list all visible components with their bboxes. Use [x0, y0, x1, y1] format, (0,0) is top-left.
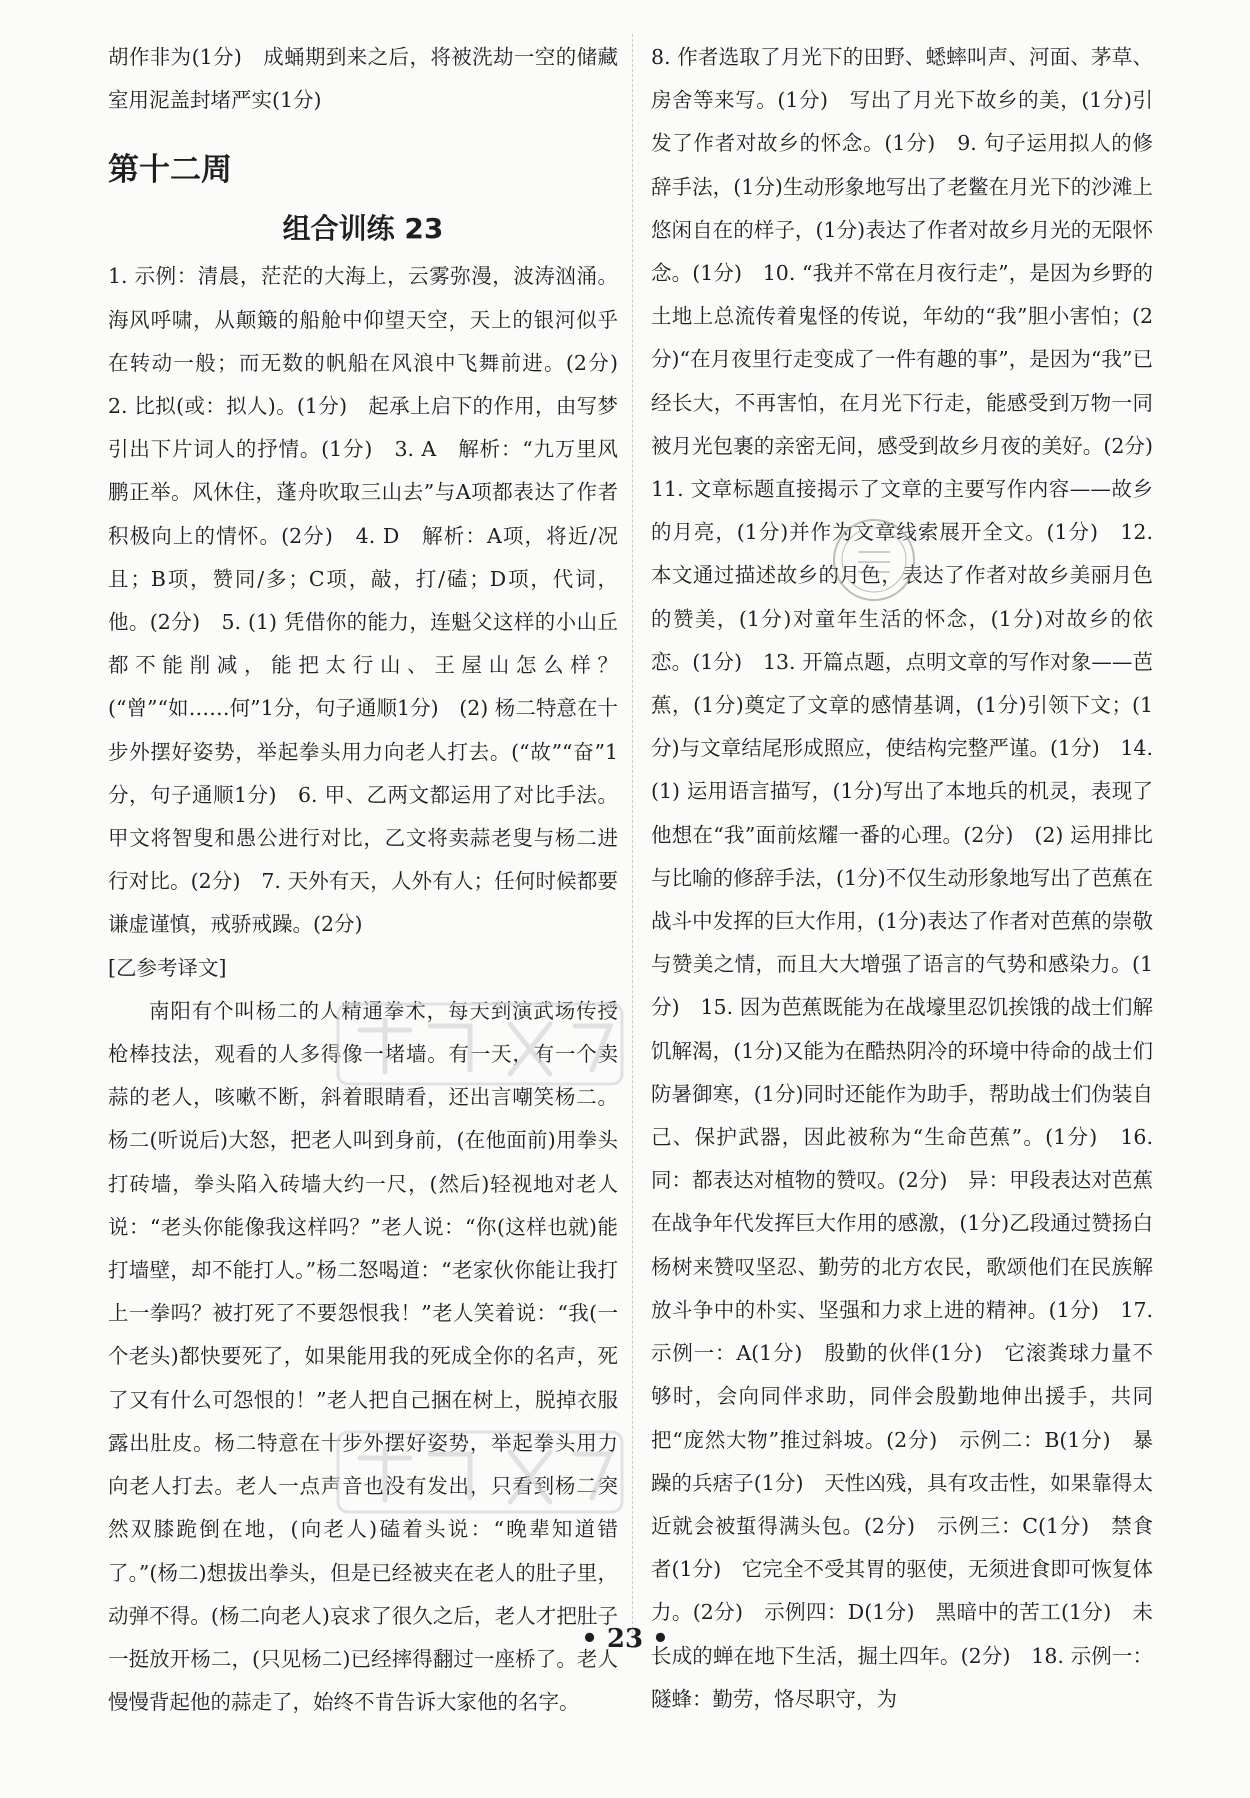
- watermark-logo-icon: [330, 990, 630, 1100]
- translation-title: [乙参考译文]: [108, 955, 227, 980]
- page-number: • 23 •: [581, 1624, 669, 1654]
- seal-stamp-icon: [828, 514, 920, 606]
- answers-8-18: 8. 作者选取了月光下的田野、蟋蟀叫声、河面、茅草、房舍等来写。(1分) 写出了月光下故乡的美，(1分)引发了作者对故乡的怀念。(1分) 9. 句子运用拟人的修辞手法，(1分)生动形象地写出了老鳖在月光下的沙滩上悠闲自在的样子，(1分)表达了作者对故乡月光的无限怀念。(1分) 10. “我并不常在月夜行走”，是因为乡野的土地上总流传着鬼怪的传说，年幼的“我”胆小害怕；(2分)“在月夜里行走变成了一件有趣的事”，是因为“我”已经长大，不再害怕，在月光下行走，能感受到万物一同被月光包裹的亲密无间，感受到故乡月夜的美好。(2分) 11. 文章标题直接揭示了文章的主要写作内容——故乡的月亮，(1分)并作为文章线索展开全文。(1分) 12. 本文通过描述故乡的月色，表达了作者对故乡美丽月色的赞美，(1分)对童年生活的怀念，(1分)对故乡的依恋。(1分) 13. 开篇点题，点明文章的写作对象——芭蕉，(1分)奠定了文章的感情基调，(1分)引领下文；(1分)与文章结尾形成照应，使结构完整严谨。(1分) 14. (1) 运用语言描写，(1分)写出了本地兵的机灵，表现了他想在“我”面前炫耀一番的心理。(2分) (2) 运用排比与比喻的修辞手法，(1分)不仅生动形象地写出了芭蕉在战斗中发挥的巨大作用，(1分)表达了作者对芭蕉的崇敬与赞美之情，而且大大增强了语言的气势和感染力。(1分) 15. 因为芭蕉既能为在战壕里忍饥挨饿的战士们解饥解渴，(1分)又能为在酷热阴冷的环境中待命的战士们防暑御寒，(1分)同时还能作为助手，帮助战士们伪装自己、保护武器，因此被称为“生命芭蕉”。(1分) 16. 同：都表达对植物的赞叹。(2分) 异：甲段表达对芭蕉在战争年代发挥巨大作用的感激，(1分)乙段通过赞扬白杨树来赞叹坚忍、勤劳的北方农民，歌颂他们在民族解放斗争中的朴实、坚强和力求上进的精神。(1分) 17. 示例一：A(1分) 殷勤的伙伴(1分) 它滚粪球力量不够时，会向同伴求助，同伴会殷勤地伸出援手，共同把“庞然大物”推过斜坡。(2分) 示例二：B(1分) 暴躁的兵痞子(1分) 天性凶残，具有攻击性，如果靠得太近就会被蜇得满头包。(2分) 示例三：C(1分) 禁食者(1分) 它完全不受其胃的驱使，无须进食即可恢复体力。(2分) 示例四：D(1分) 黑暗中的苦工(1分) 未长成的蝉在地下生活，掘土四年。(2分) 18. 示例一：隧蜂：勤劳，恪尽职守，为: [651, 45, 1174, 1711]
- watermark-logo-icon: [330, 1418, 630, 1528]
- intro-answer: 胡作非为(1分) 成蛹期到来之后，将被洗劫一空的储藏室用泥盖封堵严实(1分): [108, 45, 618, 113]
- week-title: 第十二周: [108, 152, 232, 189]
- column-divider: [632, 34, 633, 1639]
- answers-1-7: 1. 示例：清晨，茫茫的大海上，云雾弥漫，波涛汹涌。海风呼啸，从颠簸的船舱中仰望天空，天上的银河似乎在转动一般；而无数的帆船在风浪中飞舞前进。(2分) 2. 比拟(或：拟人)。(1分) 起承上启下的作用，由写梦引出下片词人的抒情。(1分) 3. A 解析：“九万里风鹏正举。风休住，蓬舟吹取三山去”与A项都表达了作者积极向上的情怀。(2分) 4. D 解析：A项，将近/况且；B项，赞同/多；C项，敲，打/磕；D项，代词，他。(2分) 5. (1) 凭借你的能力，连魁父这样的小山丘都不能削减，能把太行山、王屋山怎么样？(“曾”“如……何”1分，句子通顺1分) (2) 杨二特意在十步外摆好姿势，举起拳头用力向老人打去。(“故”“奋”1分，句子通顺1分) 6. 甲、乙两文都运用了对比手法。甲文将智叟和愚公进行对比，乙文将卖蒜老叟与杨二进行对比。(2分) 7. 天外有天，人外有人；任何时候都要谦虚谨慎，戒骄戒躁。(2分): [108, 264, 639, 937]
- training-title: 组合训练 23: [282, 212, 444, 246]
- translation-text: 南阳有个叫杨二的人精通拳术，每天到演武场传授枪棒技法，观看的人多得像一堵墙。有一天，有一个卖蒜的老人，咳嗽不断，斜着眼睛看，还出言嘲笑杨二。杨二(听说后)大怒，把老人叫到身前，(在他面前)用拳头打砖墙，拳头陷入砖墙大约一尺，(然后)轻视地对老人说：“老头你能像我这样吗？”老人说：“你(这样也就)能打墙壁，却不能打人。”杨二怒喝道：“老家伙你能让我打上一拳吗？被打死了不要怨恨我！”老人笑着说：“我(一个老头)都快要死了，如果能用我的死成全你的名声，死了又有什么可怨恨的！”老人把自己捆在树上，脱掉衣服露出肚皮。杨二特意在十步外摆好姿势，举起拳头用力向老人打去。老人一点声音也没有发出，只看到杨二突然双膝跪倒在地，(向老人)磕着头说：“晚辈知道错了。”(杨二)想拔出拳头，但是已经被夹在老人的肚子里，动弹不得。(杨二向老人)哀求了很久之后，老人才把肚子一挺放开杨二，(只见杨二)已经摔得翻过一座桥了。老人慢慢背起他的蒜走了，始终不肯告诉大家他的名字。: [108, 998, 618, 1715]
- right-column: [651, 36, 1174, 1721]
